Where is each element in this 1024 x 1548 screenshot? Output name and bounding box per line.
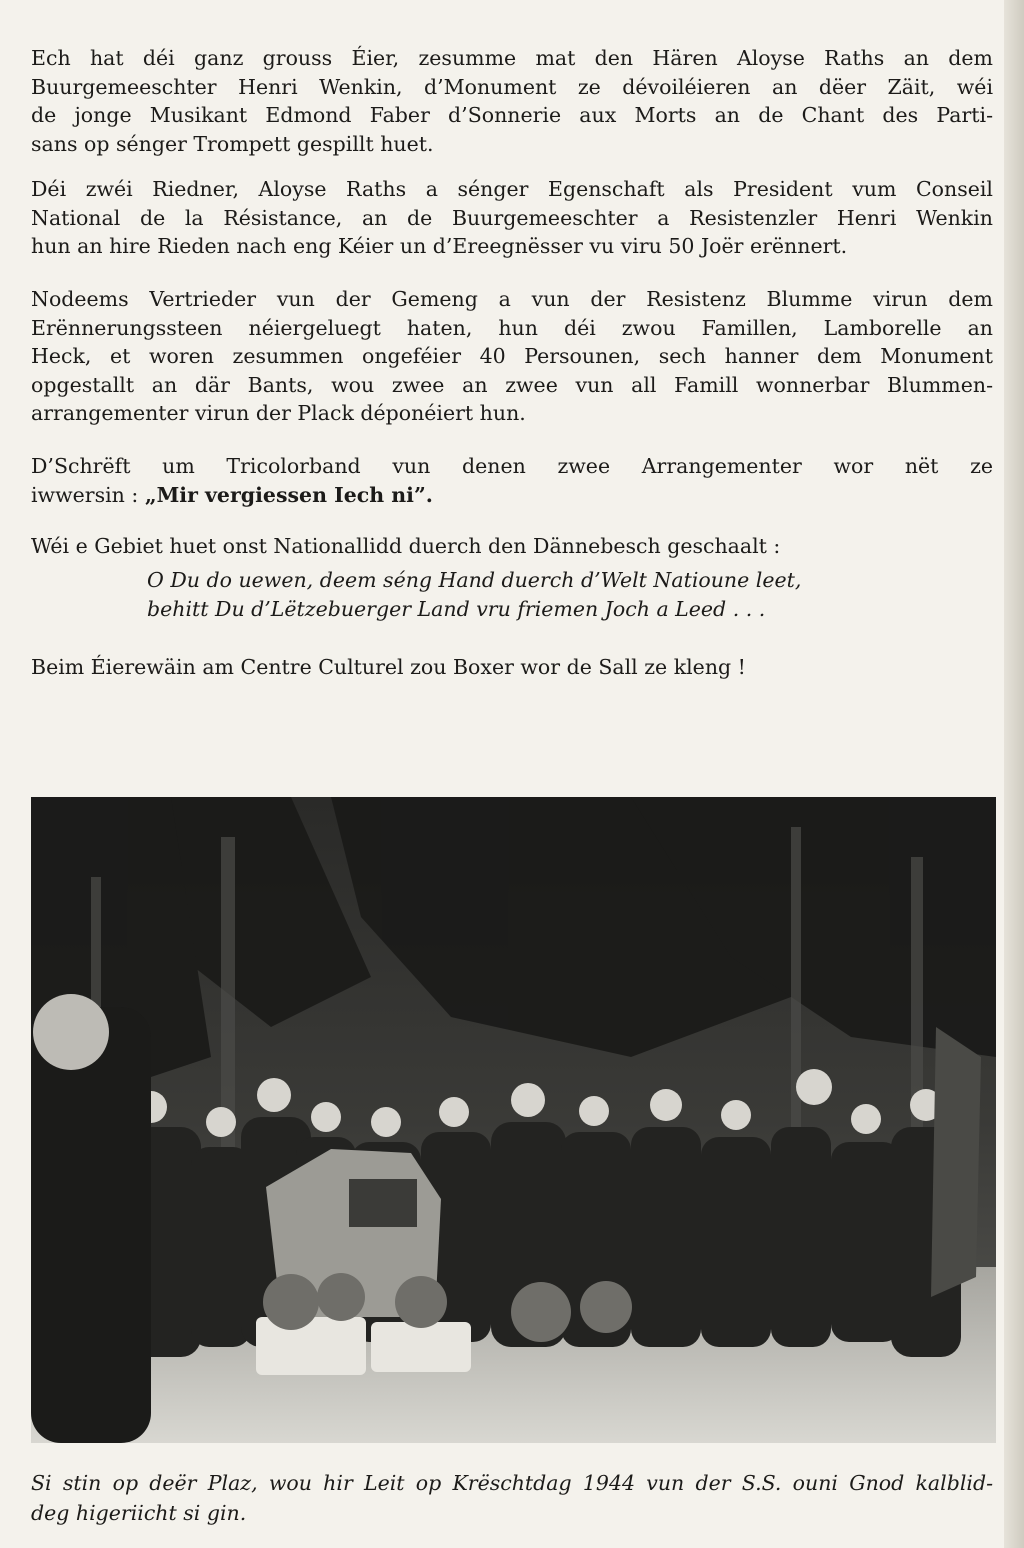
anthem-verse xyxy=(147,566,947,624)
caption-line: deg higeriicht si gin. xyxy=(31,1501,247,1525)
photo-caption xyxy=(31,1468,993,1528)
text-line: Ech hat déi ganz grouss Éier, zesumme mat den Hären Aloyse Raths an dem xyxy=(31,46,993,70)
text-line: hun an hire Rieden nach eng Kéier un d’Ereegnësser vu viru 50 Joër erënnert. xyxy=(31,234,848,258)
paragraph-1 xyxy=(31,44,993,158)
paragraph-4 xyxy=(31,452,993,509)
text-line: D’Schrëft um Tricolorband vun denen zwee Arrangementer wor nët ze xyxy=(31,454,993,478)
caption-line: Si stin op deër Plaz, wou hir Leit op Krëschtdag 1944 vun der S.S. ouni Gnod kalblid- xyxy=(31,1471,993,1495)
text-line: arrangementer virun der Plack déponéiert hun. xyxy=(31,401,526,425)
quote-bold: „Mir vergiessen Iech ni”. xyxy=(144,482,433,507)
text-line: Déi zwéi Riedner, Aloyse Raths a sénger Egenschaft als President vum Conseil xyxy=(31,177,993,201)
verse-line: O Du do uewen, deem séng Hand duerch d’Welt Natioune leet, xyxy=(147,568,802,592)
photo-illustration xyxy=(31,797,996,1443)
paragraph-3 xyxy=(31,285,993,428)
text-line: sans op sénger Trompett gespillt huet. xyxy=(31,131,434,156)
text-line: National de la Résistance, an de Buurgemeeschter a Resistenzler Henri Wenkin xyxy=(31,205,993,230)
verse-line: behitt Du d’Lëtzebuerger Land vru friemen Joch a Leed . . . xyxy=(147,597,766,621)
text-line: Nodeems Vertrieder vun der Gemeng a vun der Resistenz Blumme virun dem xyxy=(31,287,993,311)
paragraph-5 xyxy=(31,532,993,561)
text-line: Buurgemeeschter Henri Wenkin, d’Monument ze dévoiléieren an dëer Zäit, wéi xyxy=(31,74,993,99)
text-plain: iwwersin : xyxy=(31,482,145,507)
text-line: Wéi e Gebiet huet onst Nationallidd duerch den Dännebesch geschaalt : xyxy=(31,534,781,558)
text-line: Beim Éierewäin am Centre Culturel zou Boxer wor de Sall ze kleng ! xyxy=(31,655,746,679)
text-line: de jonge Musikant Edmond Faber d’Sonnerie aux Morts an de Chant des Parti- xyxy=(31,103,993,127)
page-edge xyxy=(1004,0,1024,1548)
text-line: Heck, et woren zesummen ongeféier 40 Persounen, sech hanner dem Monument xyxy=(31,344,993,368)
memorial-group-photo xyxy=(31,797,996,1443)
paragraph-2 xyxy=(31,175,993,261)
text-line: opgestallt an där Bants, wou zwee an zwee vun all Famill wonnerbar Blummen- xyxy=(31,372,993,397)
text-line: Erënnerungssteen néiergeluegt haten, hun déi zwou Famillen, Lamborelle an xyxy=(31,315,993,340)
closing-paragraph xyxy=(31,653,993,682)
text-line xyxy=(31,481,993,510)
